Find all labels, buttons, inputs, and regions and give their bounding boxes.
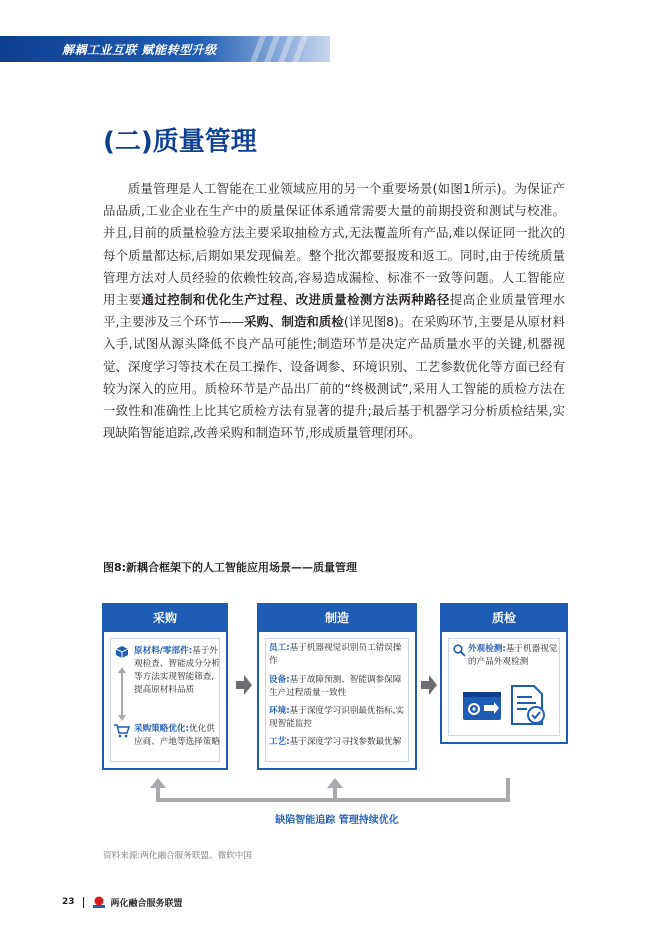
- body-emphasis-1: 通过控制和优化生产过程、改进质量检测方法两种路径: [141, 292, 450, 308]
- loop-label: 缺陷智能追踪 管理持续优化: [275, 815, 399, 826]
- body-emphasis-2: 采购、制造和质检: [244, 314, 344, 330]
- header-band-text: 解耦工业互联 赋能转型升级: [62, 43, 217, 57]
- manufacturing-item-staff: [269, 642, 409, 668]
- magnifier-icon: [453, 644, 466, 657]
- flow-arrow-icon: [421, 675, 437, 695]
- flow-arrow-icon: [236, 675, 252, 695]
- procurement-column: [102, 603, 228, 770]
- item-key: 员工:: [269, 643, 290, 653]
- cart-icon: [114, 724, 130, 738]
- item-text: 基于机器视觉识别员工错误操作: [269, 643, 402, 666]
- manufacturing-column: [257, 603, 417, 770]
- item-text: 优化供应商、产地等选择策略: [134, 724, 220, 747]
- item-key: 工艺:: [269, 737, 290, 747]
- item-key: 原材料/零部件:: [134, 646, 193, 656]
- procurement-item-materials: [134, 645, 222, 697]
- item-key: 设备:: [269, 675, 290, 685]
- body-text-part-2: 提高企业质量管理水平,主要涉及三个环节——: [103, 292, 566, 330]
- figure-title: 图8:新耦合框架下的人工智能应用场景——质量管理: [103, 561, 358, 574]
- section-title: (二)质量管理: [103, 127, 257, 157]
- item-text: 基于深度学习寻找参数最优解: [289, 737, 402, 747]
- item-text: 基于外观检查、智能成分分析等方法实现智能筛查,提高原材料品质: [134, 646, 220, 695]
- page-footer: [62, 894, 183, 910]
- item-key: 外观检测:: [468, 644, 506, 654]
- item-key: 采购策略优化:: [134, 724, 189, 734]
- column-title: 制造: [259, 605, 415, 632]
- header-band: [0, 36, 330, 62]
- item-text: 基于机器视觉的产品外观检测: [468, 644, 558, 667]
- feedback-loop-arrow: [150, 778, 520, 806]
- column-title: 质检: [442, 605, 566, 632]
- up-down-arrow-icon: [118, 667, 126, 721]
- manufacturing-item-environment: [269, 705, 409, 731]
- inspection-column: [440, 603, 568, 744]
- footer-divider: [83, 897, 84, 908]
- box-icon: [115, 645, 129, 659]
- alliance-logo-icon: [92, 896, 106, 908]
- manufacturing-item-process: [269, 736, 409, 749]
- item-text: 基于故障预测、智能调参保障生产过程质量一致性: [269, 675, 402, 698]
- body-text-part-1: 质量管理是人工智能在工业领域应用的另一个重要场景(如图1所示)。为保证产品品质,工业企业在生产中的质量保证体系通常需要大量的前期投资和测试与校准。并且,目前的质量检验方法主要采取抽检方式,无法覆盖所有产品,难以保证同一批次的每个质量都达标,后期如果发现偏差。整个批次都要报废和返工。同时,由于传统质量管理方法对人员经验的依赖性较高,容易造成漏检、标准不一致等问题。人工智能应用主要: [103, 181, 565, 308]
- column-title: 采购: [104, 605, 226, 632]
- item-key: 环境:: [269, 706, 290, 716]
- figure-source: 资料来源:两化融合服务联盟、微软中国: [103, 851, 252, 861]
- footer-org-name: 两化融合服务联盟: [110, 898, 183, 909]
- inspection-item-appearance: [468, 643, 562, 669]
- procurement-item-strategy: [134, 723, 222, 749]
- gear-window-icon: [462, 691, 502, 721]
- manufacturing-item-equipment: [269, 674, 409, 700]
- body-text-part-3: (详见图8)。在采购环节,主要是从原材料入手,试图从源头降低不良产品可能性;制造环节是决定产品质量水平的关键,机器视觉、深度学习等技术在员工操作、设备调参、环境识别、工艺参数优化等方面已经有较为深入的应用。质检环节是产品出厂前的“终极测试”,采用人工智能的质检方法在一致性和准确性上比其它质检方法有显著的提升;最后基于机器学习分析质检结果,实现缺陷智能追踪,改善采购和制造环节,形成质量管理闭环。: [103, 314, 565, 441]
- header-stripes-decoration: [250, 36, 330, 62]
- page-number: 23: [62, 897, 75, 907]
- document-check-icon: [510, 685, 548, 725]
- item-text: 基于深度学习识别最优指标,实现智能监控: [269, 706, 405, 729]
- body-paragraph: [103, 178, 565, 444]
